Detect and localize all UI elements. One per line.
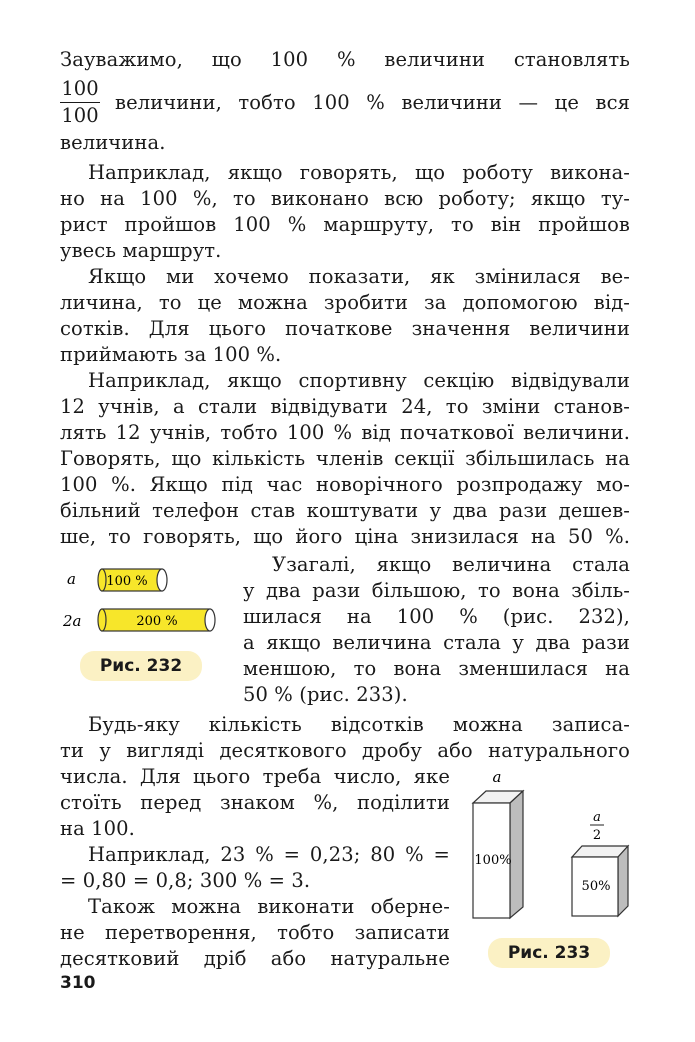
text-line: 100 %. Якщо під час новорічного розпродажу мо- [60, 473, 630, 496]
cylinder-200 [98, 609, 215, 631]
text-line: шилася на 100 % (рис. 232), [243, 605, 630, 628]
text-line: Якщо ми хочемо показати, як змінилася ве- [88, 265, 630, 288]
big-box-label: 100% [474, 853, 512, 868]
small-box [572, 846, 628, 916]
text-line: Будь-яку кількість відсотків можна записа- [88, 713, 630, 736]
text-line: величини, тобто 100 % величини — це вся [115, 91, 630, 114]
text-line: меншою, то вона зменшилася на [243, 657, 630, 680]
fig233-label-den: 2 [592, 828, 602, 843]
text-line: стоїть перед знаком %, поділити [60, 791, 450, 814]
text-line: 12 учнів, а стали відвідувати 24, то зміни станов- [60, 395, 630, 418]
fraction-numerator: 100 [60, 78, 100, 103]
text-line: Наприклад, якщо спортивну секцію відвідували [88, 369, 630, 392]
figure-233-caption: Рис. 233 [488, 938, 610, 968]
small-box-label: 50% [581, 879, 611, 894]
text-line: лять 12 учнів, тобто 100 % від початкової величини. [60, 421, 630, 444]
figure-232-diagram [55, 560, 235, 640]
text-line: величина. [60, 131, 166, 154]
text-line: Наприклад, якщо говорять, що роботу викона- [88, 161, 630, 184]
fig232-label-a: a [67, 570, 76, 588]
text-line: Також можна виконати оберне- [88, 895, 450, 918]
cylinder-100 [98, 569, 167, 591]
text-line: десятковий дріб або натуральне [60, 947, 450, 970]
text-line: Зауважимо, що 100 % величини становлять [60, 48, 630, 71]
figure-232-caption: Рис. 232 [80, 651, 202, 681]
text-line: більний телефон став коштувати у два рази дешев- [60, 499, 630, 522]
text-line: приймають за 100 %. [60, 343, 282, 366]
figure-233-diagram [465, 765, 640, 925]
text-line: числа. Для цього треба число, яке [60, 765, 450, 788]
text-line: ше, то говорять, що його ціна знизилася на 50 %. [60, 525, 630, 548]
text-line: Узагалі, якщо величина стала [272, 553, 630, 576]
text-line: 50 % (рис. 233). [243, 683, 408, 706]
fraction-100-over-100 [60, 78, 100, 127]
text-line: сотків. Для цього початкове значення величини [60, 317, 630, 340]
half-a-label [590, 810, 604, 843]
fraction-denominator: 100 [61, 104, 99, 127]
cylinder-100-label: 100 % [106, 574, 148, 589]
text-line: ти у вигляді десяткового дробу або натурального [60, 739, 630, 762]
text-line: = 0,80 = 0,8; 300 % = 3. [60, 869, 311, 892]
fig232-label-2a: 2a [63, 612, 82, 630]
cylinder-200-label: 200 % [136, 614, 178, 629]
fig233-label-a: a [492, 768, 502, 786]
text-line: Наприклад, 23 % = 0,23; 80 % = [88, 843, 450, 866]
text-line: но на 100 %, то виконано всю роботу; якщо ту- [60, 187, 630, 210]
text-line: увесь маршрут. [60, 239, 222, 262]
text-line: личина, то це можна зробити за допомогою від- [60, 291, 630, 314]
text-line: на 100. [60, 817, 135, 840]
page-number: 310 [60, 973, 96, 993]
big-box [473, 791, 523, 918]
text-line: а якщо величина стала у два рази [243, 631, 630, 654]
text-line: не перетворення, тобто записати [60, 921, 450, 944]
fig233-label-num: a [593, 810, 601, 825]
text-line: у два рази більшою, то вона збіль- [243, 579, 630, 602]
text-line: Говорять, що кількість членів секції збільшилась на [60, 447, 630, 470]
text-line: рист пройшов 100 % маршруту, то він пройшов [60, 213, 630, 236]
